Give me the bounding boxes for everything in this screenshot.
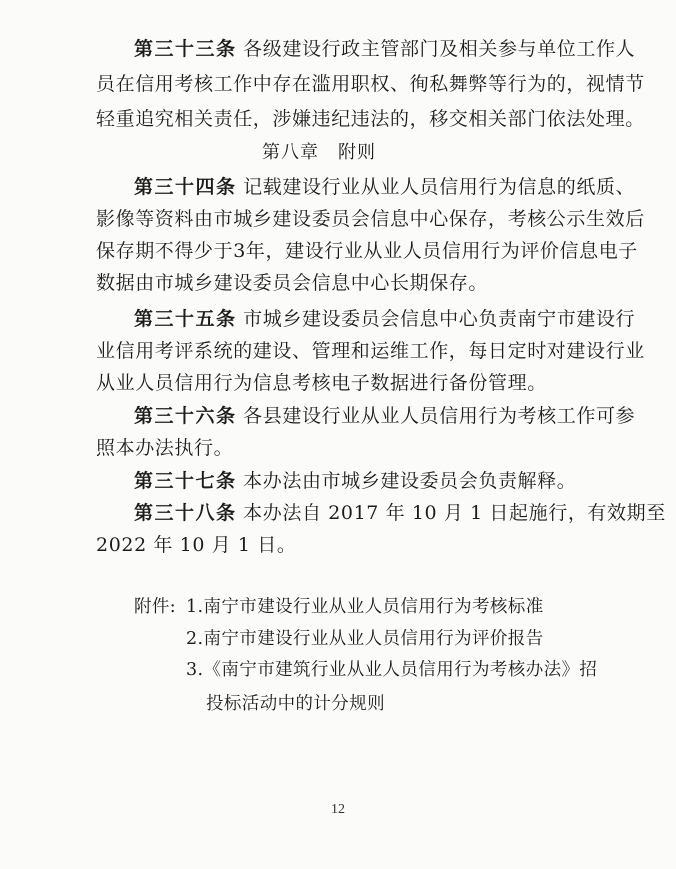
article-38-text: 本办法自 2017 年 10 月 1 日起施行，有效期至 [243,502,666,524]
attachment-item-3-continuation: 投标活动中的计分规则 [206,694,385,714]
article-35-heading: 第三十五条 [134,308,237,330]
article-35-line-3: 从业人员信用行为信息考核电子数据进行备份管理。 [96,372,547,394]
article-34-line-3: 保存期不得少于3年，建设行业从业人员信用行为评价信息电子 [96,240,638,262]
article-35-line-1 [134,306,635,332]
article-36-heading: 第三十六条 [134,405,237,427]
article-35-line-2: 业信用考评系统的建设、管理和运维工作，每日定时对建设行业 [96,340,645,362]
article-33-text: 各级建设行政主管部门及相关参与单位工作人 [243,38,636,60]
article-34-line-2: 影像等资料由市城乡建设委员会信息中心保存，考核公示生效后 [96,208,645,230]
article-38-line-1 [134,500,666,526]
page-number: 12 [331,802,345,817]
article-37-heading: 第三十七条 [134,470,237,492]
article-37-line-1 [134,468,576,494]
article-34-heading: 第三十四条 [134,176,237,198]
article-38-line-2: 2022 年 10 月 1 日。 [96,534,297,556]
article-36-text: 各县建设行业从业人员信用行为考核工作可参 [243,405,636,427]
article-34-line-1 [134,174,635,200]
article-34-text: 记载建设行业从业人员信用行为信息的纸质、 [243,176,636,198]
attachment-item-3: 3.《南宁市建筑行业从业人员信用行为考核办法》招 [186,660,598,680]
chapter-heading: 第八章 附则 [262,142,376,163]
article-33-line-1 [134,36,635,62]
article-35-text: 市城乡建设委员会信息中心负责南宁市建设行 [243,308,636,330]
article-38-heading: 第三十八条 [134,502,237,524]
attachment-item-1: 1.南宁市建设行业从业人员信用行为考核标准 [186,597,544,617]
article-36-line-1 [134,403,635,429]
article-33-heading: 第三十三条 [134,38,237,60]
attachments-label: 附件: [134,597,177,617]
article-33-line-3: 轻重追究相关责任，涉嫌违纪违法的，移交相关部门依法处理。 [96,108,645,130]
article-33-line-2: 员在信用考核工作中存在滥用职权、徇私舞弊等行为的，视情节 [96,73,645,95]
article-36-line-2: 照本办法执行。 [96,437,234,459]
article-37-text: 本办法由市城乡建设委员会负责解释。 [243,470,577,492]
article-34-line-4: 数据由市城乡建设委员会信息中心长期保存。 [96,272,489,294]
attachment-item-2: 2.南宁市建设行业从业人员信用行为评价报告 [186,629,544,649]
